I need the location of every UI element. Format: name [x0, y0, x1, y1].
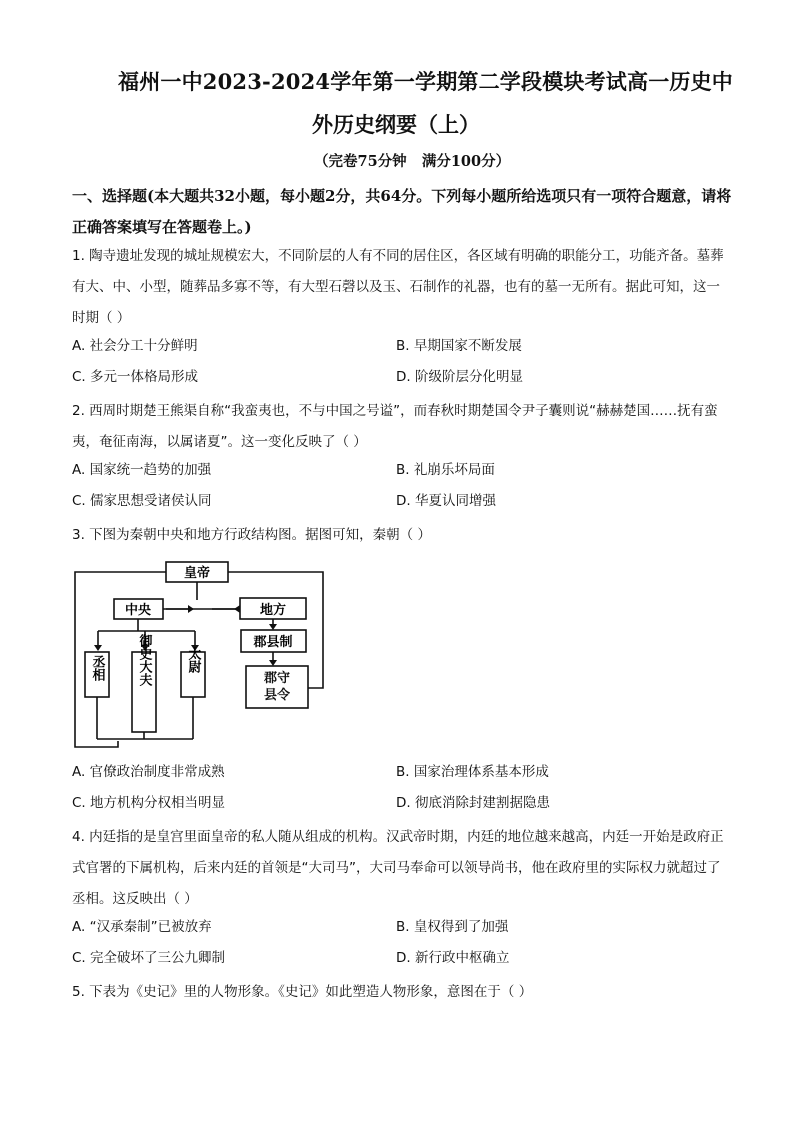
option-c: C. 完全破坏了三公九卿制 — [72, 950, 226, 966]
local-label: 地方 — [259, 603, 287, 618]
option-d: D. 新行政中枢确立 — [396, 950, 510, 966]
question-5-stem: 5. 下表为《史记》里的人物形象。《史记》如此塑造人物形象，意图在于（ ） — [72, 984, 533, 1000]
censor-label: 御史大夫 — [136, 634, 152, 686]
question-1-stem: 1. 陶寺遗址发现的城址规模宏大，不同阶层的人有不同的居住区，各区域有明确的职能分工，功能齐备。墓葬有大、中、小型，随葬品多寡不等，有大型石磬以及玉、石制作的礼器，也有的墓一无所有。据此可知，这一时期（ ） — [72, 248, 724, 326]
option-d: D. 彻底消除封建割据隐患 — [396, 795, 550, 811]
question-1-options-row1 — [72, 334, 732, 365]
chancellor-label: 丞相 — [89, 655, 105, 681]
option-d: D. 阶级阶层分化明显 — [396, 369, 523, 385]
option-a: A. 国家统一趋势的加强 — [72, 462, 212, 478]
qin-admin-structure-diagram — [70, 558, 330, 754]
option-c: C. 儒家思想受诸侯认同 — [72, 493, 212, 509]
exam-title-line2: 外历史纲要（上） — [312, 112, 480, 137]
emperor-label: 皇帝 — [183, 566, 211, 581]
question-1-options-row2 — [72, 365, 732, 396]
option-b: B. 礼崩乐坏局面 — [396, 462, 495, 478]
question-3-options-row1 — [72, 760, 732, 791]
option-b: B. 国家治理体系基本形成 — [396, 764, 549, 780]
exam-subtitle: （完卷75分钟 满分100分） — [314, 153, 511, 170]
option-c: C. 地方机构分权相当明显 — [72, 795, 226, 811]
question-4-stem: 4. 内廷指的是皇宫里面皇帝的私人随从组成的机构。汉武帝时期，内廷的地位越来越高，内廷一开始是政府正式官署的下属机构，后来内廷的首领是“大司马”，大司马奉命可以领导尚书，他在政府里的实际权力就超过了丞相。这反映出（ ） — [72, 829, 724, 907]
question-4-options-row2 — [72, 946, 732, 977]
option-b: B. 皇权得到了加强 — [396, 919, 509, 935]
question-2-options-row1 — [72, 458, 732, 489]
question-2-options-row2 — [72, 489, 732, 520]
option-c: C. 多元一体格局形成 — [72, 369, 199, 385]
central-label: 中央 — [124, 603, 152, 618]
governors-label: 郡守县令 — [263, 671, 290, 703]
question-2-stem: 2. 西周时期楚王熊渠自称“我蛮夷也，不与中国之号谥”，而春秋时期楚国令尹子囊则说“赫赫楚国……抚有蛮夷，奄征南海，以属诸夏”。这一变化反映了（ ） — [72, 403, 718, 450]
option-a: A. 社会分工十分鲜明 — [72, 338, 198, 354]
option-d: D. 华夏认同增强 — [396, 493, 496, 509]
prefecture-system-label: 郡县制 — [253, 635, 293, 650]
question-3-stem: 3. 下图为秦朝中央和地方行政结构图。据图可知，秦朝（ ） — [72, 527, 431, 543]
section-heading: 一、选择题(本大题共32小题，每小题2分，共64分。下列每小题所给选项只有一项符合题意，请将正确答案填写在答题卷上。) — [72, 187, 732, 236]
exam-title-line1: 福州一中2023-2024学年第一学期第二学段模块考试高一历史中 — [118, 69, 734, 94]
option-a: A. 官僚政治制度非常成熟 — [72, 764, 225, 780]
question-4-options-row1 — [72, 915, 732, 946]
commandant-label: 太尉 — [185, 647, 201, 673]
question-3-options-row2 — [72, 791, 732, 822]
option-b: B. 早期国家不断发展 — [396, 338, 522, 354]
option-a: A. “汉承秦制”已被放弃 — [72, 919, 212, 935]
